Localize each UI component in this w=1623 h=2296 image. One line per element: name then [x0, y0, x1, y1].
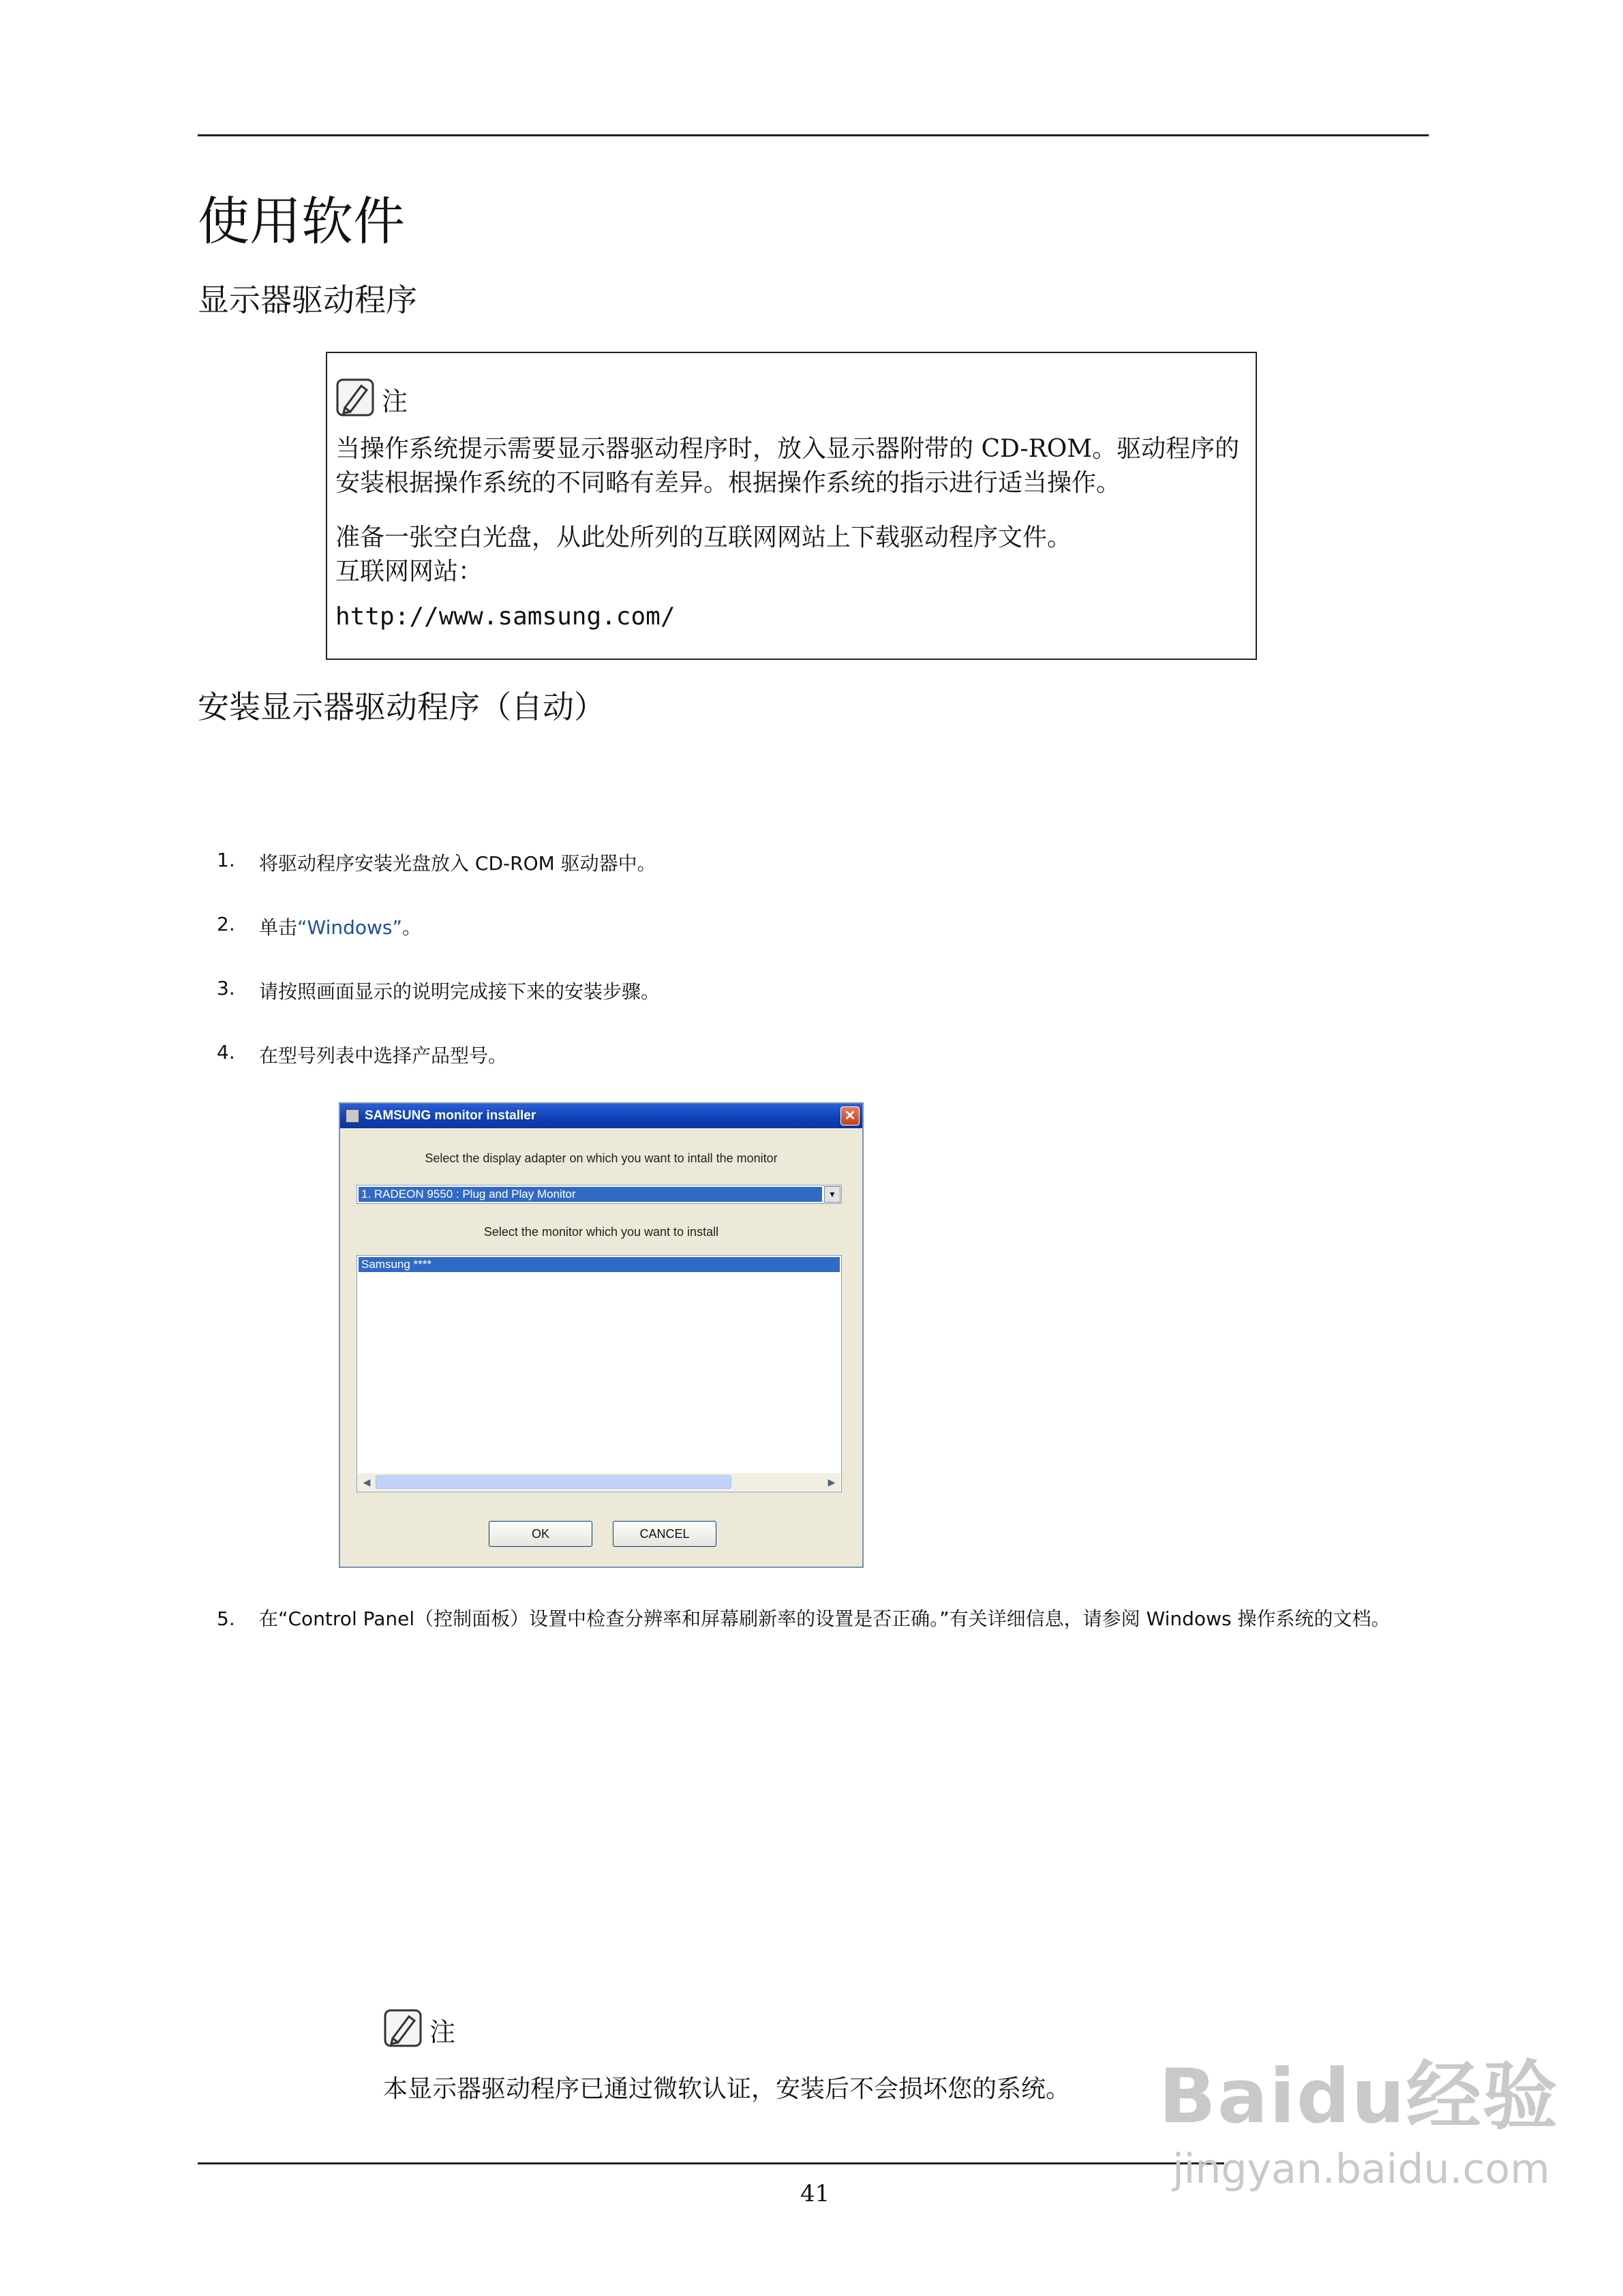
watermark-logo-text: Baidu经验 — [1159, 2053, 1559, 2140]
step-number: 5. — [217, 1607, 235, 1630]
step-text: 请按照画面显示的说明完成接下来的安装步骤。 — [259, 980, 661, 1003]
note-head — [383, 1999, 455, 2048]
adapter-prompt: Select the display adapter on which you want to intall the monitor — [425, 1151, 778, 1165]
note-label: 注 — [429, 2017, 456, 2047]
dialog-titlebar — [340, 1104, 862, 1128]
step-text: 在型号列表中选择产品型号。 — [259, 1044, 508, 1067]
app-icon — [346, 1109, 359, 1123]
header-rule — [198, 134, 1429, 136]
note-pencil-icon — [335, 378, 375, 417]
note-bottom-header — [383, 1999, 455, 2048]
step-number: 3. — [217, 977, 235, 999]
note-label: 注 — [382, 387, 408, 417]
step-number: 4. — [217, 1041, 235, 1063]
note-box — [326, 352, 1257, 660]
note-paragraph-1: 当操作系统提示需要显示器驱动程序时，放入显示器附带的 CD-ROM。驱动程序的安装根据操作系统的不同略有差异。根据操作系统的指示进行适当操作。 — [335, 435, 1240, 497]
baidu-watermark — [1159, 2053, 1559, 2193]
page-number: 41 — [800, 2180, 830, 2207]
installer-dialog-screenshot — [339, 1102, 864, 1568]
adapter-selected-value: 1. RADEON 9550 : Plug and Play Monitor — [359, 1187, 822, 1202]
chevron-right-icon[interactable]: ▶ — [828, 1476, 836, 1487]
step-text-prefix: 单击 — [259, 916, 298, 939]
chevron-down-icon[interactable]: ▼ — [824, 1186, 840, 1203]
note-bottom-text: 本显示器驱动程序已通过微软认证，安装后不会损坏您的系统。 — [383, 2075, 1071, 2103]
list-item-step-4 — [217, 1041, 507, 1068]
note-paragraph-2 — [335, 521, 1249, 589]
step-number: 1. — [217, 849, 235, 871]
footer-rule — [198, 2162, 1224, 2164]
cancel-button[interactable]: CANCEL — [613, 1521, 716, 1547]
horizontal-scrollbar[interactable] — [358, 1473, 840, 1491]
chevron-left-icon[interactable]: ◀ — [363, 1476, 371, 1487]
list-item-step-3 — [217, 977, 660, 1004]
list-item-step-2 — [217, 913, 421, 940]
list-item[interactable]: Samsung **** — [359, 1257, 840, 1272]
note-pencil-icon — [383, 2008, 423, 2048]
windows-link[interactable]: “Windows” — [297, 916, 403, 939]
step-text — [259, 913, 421, 940]
section-heading-driver: 显示器驱动程序 — [198, 282, 417, 318]
note-paragraph-2-line-2: 互联网网站： — [335, 558, 483, 586]
close-icon[interactable]: ✕ — [840, 1106, 860, 1126]
monitor-prompt: Select the monitor which you want to install — [483, 1225, 719, 1239]
step-number: 2. — [217, 913, 235, 935]
section-heading-auto-install: 安装显示器驱动程序（自动） — [198, 689, 605, 725]
dialog-title: SAMSUNG monitor installer — [365, 1108, 536, 1123]
note-paragraph-2-line-1: 准备一张空白光盘，从此处所列的互联网网站上下载驱动程序文件。 — [335, 524, 1072, 552]
ok-button[interactable]: OK — [489, 1521, 592, 1547]
page-title: 使用软件 — [198, 191, 405, 252]
list-item-step-5 — [217, 1603, 1464, 1635]
scrollbar-thumb[interactable] — [376, 1475, 731, 1489]
website-url[interactable]: http://www.samsung.com/ — [335, 603, 676, 631]
monitor-list[interactable] — [357, 1255, 842, 1492]
step-text: 将驱动程序安装光盘放入 CD-ROM 驱动器中。 — [259, 852, 656, 875]
adapter-select[interactable] — [357, 1185, 842, 1204]
list-item-step-1 — [217, 849, 656, 876]
step-text: 在“Control Panel（控制面板）设置中检查分辨率和屏幕刷新率的设置是否正确。”有关详细信息，请参阅 Windows 操作系统的文档。 — [259, 1607, 1391, 1630]
watermark-url: jingyan.baidu.com — [1172, 2145, 1550, 2193]
note-header — [335, 363, 1249, 417]
step-text-suffix: 。 — [402, 916, 422, 939]
